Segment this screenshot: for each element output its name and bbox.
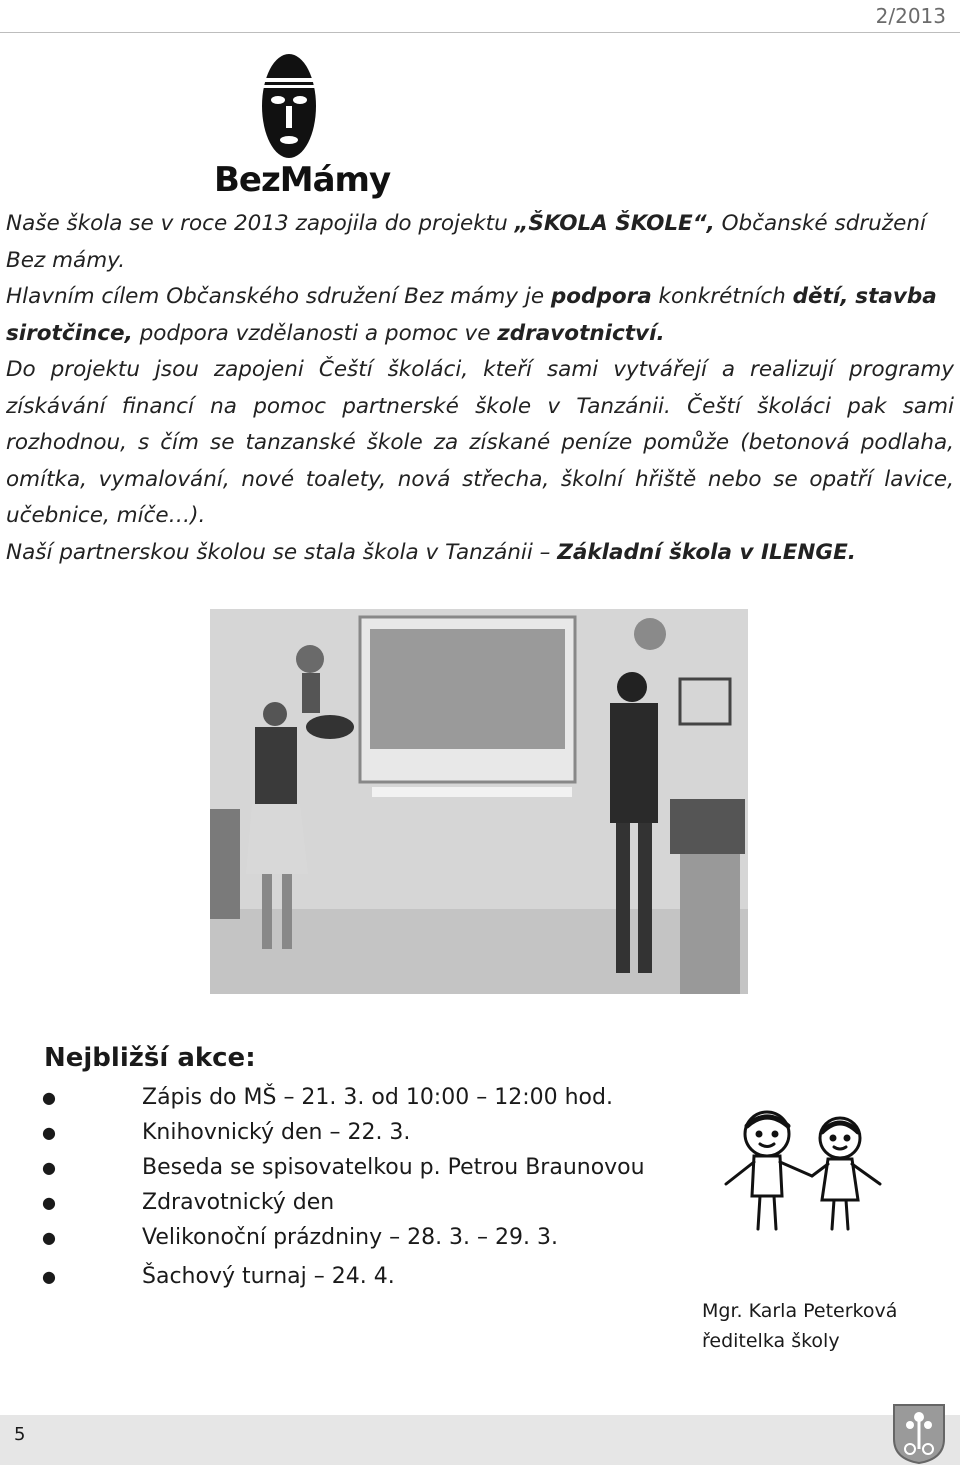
list-item: ● Beseda se spisovatelkou p. Petrou Braunovou (40, 1150, 645, 1185)
bullet-icon: ● (42, 1088, 56, 1107)
article-partner: Naší partnerskou školou se stala škola v Tanzánii – Základní škola v ILENGE. (6, 539, 856, 565)
list-item: ● Šachový turnaj – 24. 4. (40, 1259, 645, 1294)
events-heading: Nejbližší akce: (44, 1043, 256, 1073)
mask-icon (214, 52, 364, 162)
bullet-icon: ● (42, 1123, 56, 1142)
issue-number: 2/2013 (875, 4, 946, 28)
children-illustration (712, 1104, 892, 1236)
signature-name: Mgr. Karla Peterková (702, 1300, 898, 1322)
bezmamy-logo (214, 52, 391, 200)
bullet-icon: ● (42, 1158, 56, 1177)
bullet-icon: ● (42, 1193, 56, 1212)
classroom-photo (210, 609, 748, 994)
signature (702, 1296, 897, 1356)
list-item: ● Zdravotnický den (40, 1185, 645, 1220)
footer-bar (0, 1415, 960, 1465)
events-list (40, 1080, 645, 1294)
bullet-icon: ● (42, 1228, 56, 1247)
article-body: Do projektu jsou zapojeni Čeští školáci, kteří sami vytvářejí a realizují programy získávání financí na pomoc partnerské škole v Tanzánii. Čeští školáci pak sami rozhodnou, s čím se tanzanské škole za získané peníze pomůže (betonová podlaha, omítka, vymalování, nové toalety, nová střecha, školní hřiště nebo se opatří lavice, učebnice, míče…). (6, 357, 954, 528)
header-rule (0, 32, 960, 33)
logo-wordmark: BezMámy (214, 160, 391, 200)
page-number: 5 (14, 1424, 26, 1445)
list-item: ● Zápis do MŠ – 21. 3. od 10:00 – 12:00 hod. (40, 1080, 645, 1115)
article-goal: Hlavním cílem Občanského sdružení Bez mámy je podpora konkrétních dětí, stavba sirotčince, podpora vzdělanosti a pomoc ve zdravotnictví. (6, 284, 937, 346)
signature-role: ředitelka školy (702, 1330, 840, 1352)
list-item: ● Velikonoční prázdniny – 28. 3. – 29. 3. (40, 1220, 645, 1255)
bullet-icon: ● (42, 1267, 56, 1286)
article (6, 206, 954, 571)
list-item: ● Knihovnický den – 22. 3. (40, 1115, 645, 1150)
article-intro: Naše škola se v roce 2013 zapojila do projektu „ŠKOLA ŠKOLE“, Občanské sdružení Bez mámy. (6, 211, 926, 273)
crest-icon (892, 1403, 946, 1465)
